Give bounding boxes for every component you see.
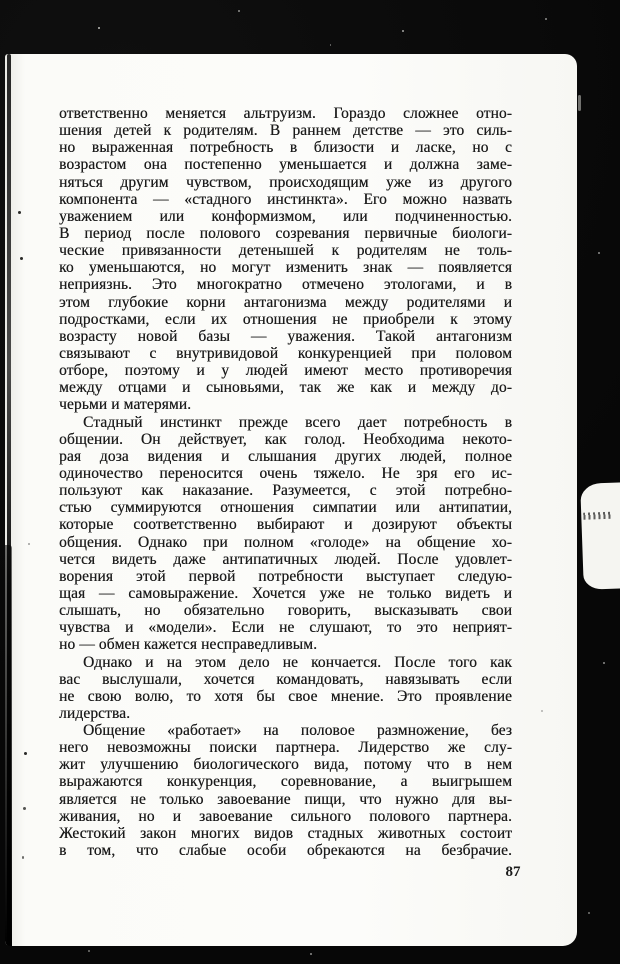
ink-speck xyxy=(28,543,30,545)
text-line: лидерства. xyxy=(59,704,131,722)
text-line: Стадный инстинкт прежде всего дает потребность в xyxy=(83,413,512,431)
ink-speck xyxy=(541,710,543,712)
ink-speck xyxy=(20,257,23,260)
text-line: Жестокий закон многих видов стадных животных состоит xyxy=(59,824,512,842)
scan-artifact-blob xyxy=(580,482,620,590)
text-line: одиночество переносится очень тяжело. Не зря его ис- xyxy=(59,464,512,482)
text-line: рая доза видения и слышания других людей, полное xyxy=(59,447,512,465)
text-line: возрастом она постепенно уменьшается и должна заме- xyxy=(59,156,512,174)
text-line: жит улучшению биологического вида, потому что в нем xyxy=(59,756,512,774)
text-line: щая — самовыражение. Хочется уже не только видеть и xyxy=(59,584,512,602)
text-line: но — обмен кажется несправедливым. xyxy=(59,636,318,654)
text-line: выражаются конкуренция, соревнование, а выигрышем xyxy=(59,773,512,791)
scan-speck xyxy=(310,953,312,955)
ink-speck xyxy=(23,807,26,810)
text-line: чется видеть даже антипатичных людей. После удовлет- xyxy=(59,550,512,568)
text-line: черьми и матерями. xyxy=(59,396,192,414)
scan-speck xyxy=(545,18,547,20)
text-line: является не только завоевание пищи, что нужно для вы- xyxy=(59,790,512,808)
text-line: этом глубокие корни антагонизма между родителями и xyxy=(59,293,512,311)
text-line: возрасту новой базы — уважения. Такой антагонизм xyxy=(59,327,512,345)
text-line: общения. Однако при полном «голоде» на общение хо- xyxy=(59,533,512,551)
text-line: не свою волю, то хотя бы свое мнение. Это проявление xyxy=(59,687,512,705)
book-page xyxy=(5,54,577,946)
text-line: него невозможны поиски партнера. Лидерство же слу- xyxy=(59,739,512,757)
text-line: которые соответственно выбирают и дозируют объекты xyxy=(59,516,512,534)
text-line: в том, что слабые особи обрекаются на безбрачие. xyxy=(59,842,512,860)
text-line: ческие привязанности детенышей к родителям не толь- xyxy=(59,242,512,260)
scan-speck xyxy=(588,912,590,914)
ink-speck xyxy=(22,856,24,859)
page-text xyxy=(59,105,512,859)
text-line: шения детей к родителям. В раннем детстве — это силь- xyxy=(59,122,512,140)
scan-speck xyxy=(603,662,605,664)
ink-speck xyxy=(24,752,27,755)
text-line: неприязнь. Это многократно отмечено этологами, и в xyxy=(59,276,512,294)
text-line: но выраженная потребность в близости и ласке, но с xyxy=(59,139,512,157)
text-line: подростками, если их отношения не приобрели к этому xyxy=(59,310,512,328)
text-line: компонента — «стадного инстинкта». Его можно назвать xyxy=(59,190,512,208)
scan-speck xyxy=(88,950,90,952)
text-line: общении. Он действует, как голод. Необходима некото- xyxy=(59,430,512,448)
text-line: живания, но и завоевание сильного полового партнера. xyxy=(59,807,512,825)
text-line: пользуют как наказание. Разумеется, с этой потребно- xyxy=(59,482,512,500)
scan-artifact-text-marks xyxy=(583,512,611,520)
scan-speck xyxy=(98,27,100,29)
text-line: Общение «работает» на половое размножение, без xyxy=(83,722,512,740)
text-line: вас выслушали, хочется командовать, навязывать если xyxy=(59,670,512,688)
ink-speck xyxy=(18,211,21,214)
scan-speck xyxy=(598,252,600,254)
text-line: слышать, но обязательно говорить, высказывать свои xyxy=(59,602,512,620)
text-line: отборе, поэтому и у людей имеют место противоречия xyxy=(59,362,512,380)
scan-speck xyxy=(238,10,240,12)
text-line: Однако и на этом дело не кончается. После того как xyxy=(83,653,512,671)
text-line: ворения этой первой потребности выступает следую- xyxy=(59,567,512,585)
text-line: В период после полового созревания первичные биологи- xyxy=(59,224,512,242)
text-line: чувства и «модели». Если не слушают, то это неприят- xyxy=(59,619,512,637)
text-line: между отцами и сыновьями, так же как и между до- xyxy=(59,379,512,397)
text-line: связывают с внутривидовой конкуренцией при половом xyxy=(59,344,512,362)
scan-speck xyxy=(402,30,404,32)
text-line: няться другим чувством, происходящим уже из другого xyxy=(59,173,512,191)
scan-artifact-mark xyxy=(578,95,581,111)
text-line: ответственно меняется альтруизм. Гораздо сложнее отно- xyxy=(59,105,512,122)
page-number: 87 xyxy=(505,864,521,880)
scan-speck xyxy=(330,44,331,46)
text-line: стью суммируются отношения симпатии или антипатии, xyxy=(59,499,512,517)
page-crease-shadow xyxy=(5,545,12,946)
text-line: уважением или конформизмом, или подчиненностью. xyxy=(59,207,512,225)
text-line: ко уменьшаются, но могут изменить знак — появляется xyxy=(59,259,512,277)
